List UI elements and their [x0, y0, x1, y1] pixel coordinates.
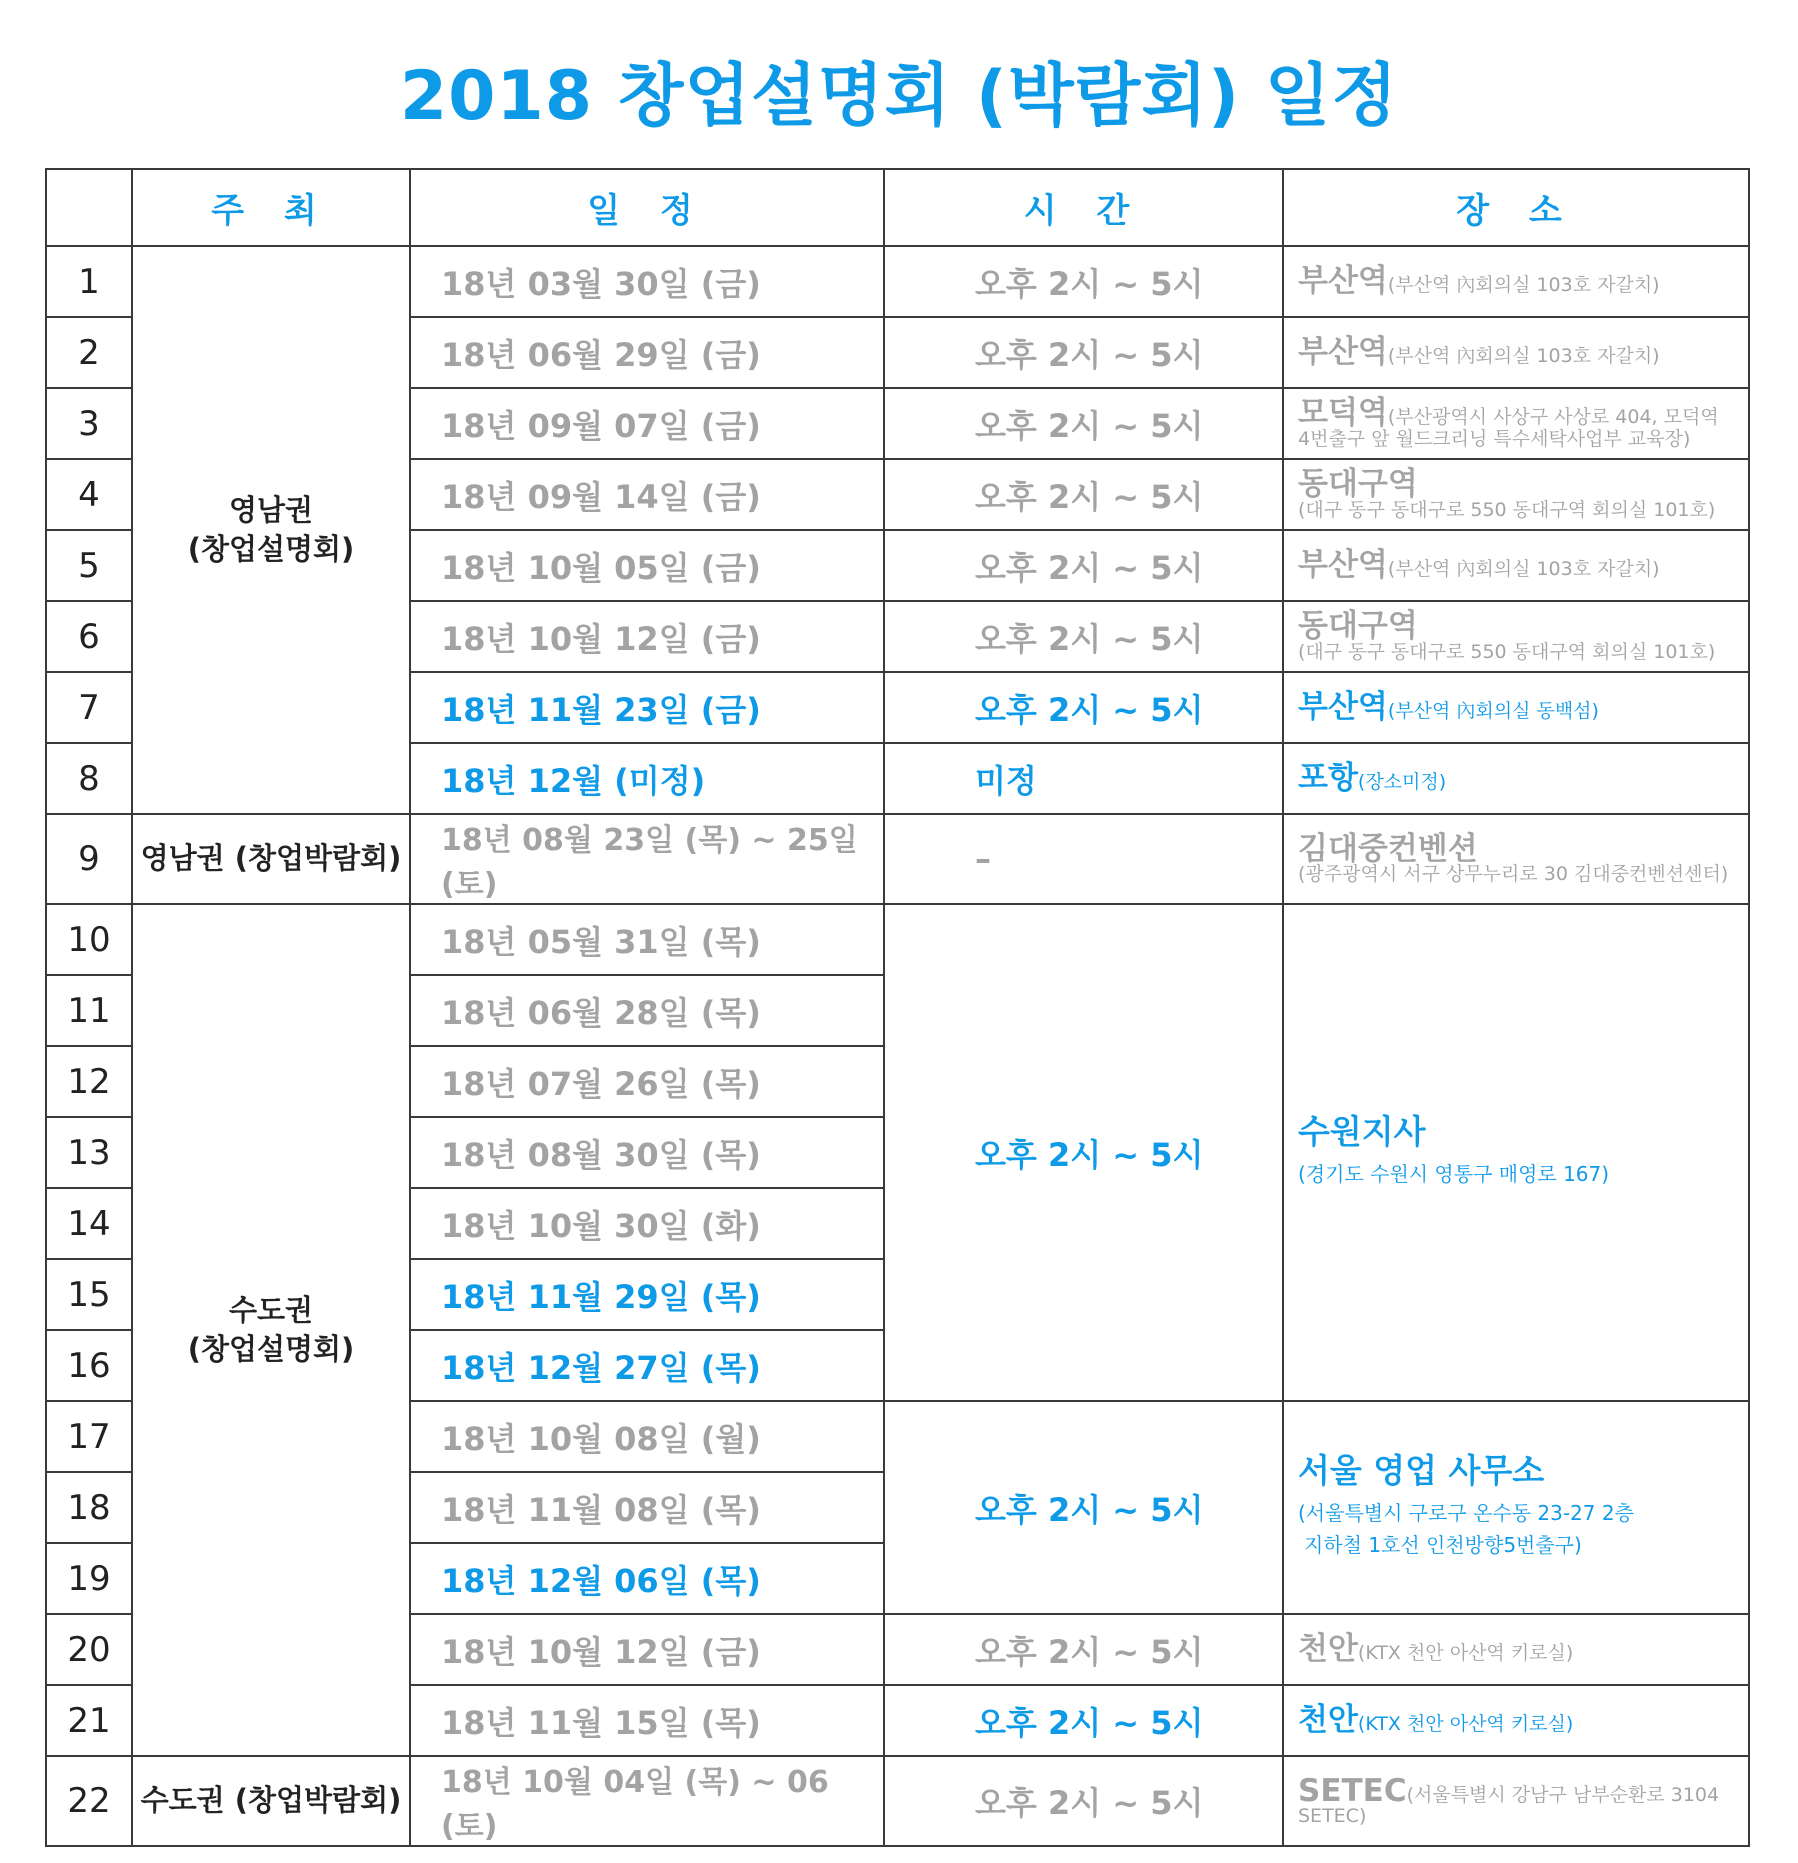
- venue-detail-line2: 4번출구 앞 월드크리닝 특수세탁사업부 교육장): [1298, 427, 1691, 450]
- venue-cell: [1283, 388, 1749, 459]
- date-cell: 18년 12월 (미정): [410, 743, 884, 814]
- venue-cell: [1283, 743, 1749, 814]
- venue-name: 부산역: [1298, 334, 1388, 371]
- row-number: 12: [46, 1046, 132, 1117]
- date-cell: 18년 06월 28일 (목): [410, 975, 884, 1046]
- venue-detail: (서울특별시 구로구 온수동 23-27 2층: [1298, 1500, 1634, 1525]
- date-cell: 18년 12월 06일 (목): [410, 1543, 884, 1614]
- host-yeongnam: [132, 246, 410, 814]
- venue-name: 동대구역: [1298, 466, 1418, 503]
- row-number: 15: [46, 1259, 132, 1330]
- venue-name: 수원지사: [1298, 1112, 1426, 1152]
- date-cell: 18년 11월 29일 (목): [410, 1259, 884, 1330]
- date-cell: 18년 10월 08일 (월): [410, 1401, 884, 1472]
- venue-name: 김대중컨벤션: [1298, 830, 1478, 867]
- venue-detail: (부산역 內회의실 103호 자갈치): [1387, 274, 1660, 297]
- date-cell: 18년 11월 08일 (목): [410, 1472, 884, 1543]
- venue-cell: [1283, 246, 1749, 317]
- time-cell-seoul: 오후 2시 ~ 5시: [884, 1401, 1283, 1614]
- venue-cell: [1283, 459, 1749, 530]
- time-cell: 오후 2시 ~ 5시: [884, 672, 1283, 743]
- venue-detail: (KTX 천안 아산역 키로실): [1357, 1642, 1574, 1665]
- table-row: [46, 1756, 1749, 1846]
- row-number: 22: [46, 1756, 132, 1846]
- venue-detail-line2: 지하철 1호선 인천방향5번출구): [1304, 1532, 1582, 1557]
- date-cell: 18년 09월 14일 (금): [410, 459, 884, 530]
- date-cell: 18년 07월 26일 (목): [410, 1046, 884, 1117]
- time-cell: 오후 2시 ~ 5시: [884, 601, 1283, 672]
- venue-cell: [1283, 814, 1749, 904]
- header-date: 일 정: [410, 169, 884, 246]
- date-cell: 18년 10월 05일 (금): [410, 530, 884, 601]
- table-row: [46, 246, 1749, 317]
- date-cell: 18년 10월 12일 (금): [410, 601, 884, 672]
- date-cell: 18년 11월 15일 (목): [410, 1685, 884, 1756]
- venue-detail: (부산역 內회의실 동백섬): [1387, 700, 1599, 723]
- row-number: 7: [46, 672, 132, 743]
- venue-cell: [1283, 1685, 1749, 1756]
- venue-cell-suwon: [1283, 904, 1749, 1401]
- header-time: 시 간: [884, 169, 1283, 246]
- schedule-table: [45, 168, 1750, 1847]
- time-cell: 미정: [884, 743, 1283, 814]
- venue-name: 부산역: [1298, 263, 1388, 300]
- time-cell: 오후 2시 ~ 5시: [884, 1614, 1283, 1685]
- header-number: [46, 169, 132, 246]
- time-cell-suwon: 오후 2시 ~ 5시: [884, 904, 1283, 1401]
- host-type: (창업설명회): [187, 532, 355, 566]
- venue-cell: [1283, 1614, 1749, 1685]
- venue-name: 모덕역: [1298, 395, 1388, 432]
- row-number: 17: [46, 1401, 132, 1472]
- venue-name: 부산역: [1298, 547, 1388, 584]
- venue-detail: (KTX 천안 아산역 키로실): [1357, 1713, 1574, 1736]
- venue-cell: [1283, 530, 1749, 601]
- time-cell: –: [884, 814, 1283, 904]
- venue-detail: (장소미정): [1357, 771, 1447, 794]
- row-number: 10: [46, 904, 132, 975]
- row-number: 4: [46, 459, 132, 530]
- time-cell: 오후 2시 ~ 5시: [884, 530, 1283, 601]
- row-number: 13: [46, 1117, 132, 1188]
- host-region: 수도권: [228, 1292, 314, 1327]
- time-cell: 오후 2시 ~ 5시: [884, 388, 1283, 459]
- date-cell: 18년 12월 27일 (목): [410, 1330, 884, 1401]
- venue-detail: (부산광역시 사상구 사상로 404, 모덕역: [1387, 406, 1719, 429]
- time-cell: 오후 2시 ~ 5시: [884, 459, 1283, 530]
- page-title: 2018 창업설명회 (박람회) 일정: [399, 57, 1399, 136]
- date-cell: 18년 03월 30일 (금): [410, 246, 884, 317]
- time-cell: 오후 2시 ~ 5시: [884, 1685, 1283, 1756]
- venue-detail: (서울특별시 강남구 남부순환로 3104 SETEC): [1298, 1783, 1720, 1828]
- row-number: 16: [46, 1330, 132, 1401]
- venue-name: SETEC: [1298, 1772, 1407, 1809]
- date-cell: 18년 10월 04일 (목) ~ 06 (토): [410, 1756, 884, 1846]
- time-cell: 오후 2시 ~ 5시: [884, 246, 1283, 317]
- venue-cell: [1283, 317, 1749, 388]
- date-cell: 18년 10월 30일 (화): [410, 1188, 884, 1259]
- time-cell: 오후 2시 ~ 5시: [884, 1756, 1283, 1846]
- row-number: 18: [46, 1472, 132, 1543]
- venue-detail: (경기도 수원시 영통구 매영로 167): [1298, 1161, 1610, 1186]
- row-number: 2: [46, 317, 132, 388]
- venue-detail: (부산역 內회의실 103호 자갈치): [1387, 558, 1660, 581]
- header-row: [46, 169, 1749, 246]
- host-region: 영남권: [228, 492, 314, 527]
- row-number: 11: [46, 975, 132, 1046]
- venue-detail: (부산역 內회의실 103호 자갈치): [1387, 345, 1660, 368]
- venue-name: 천안: [1298, 1631, 1358, 1668]
- venue-cell: [1283, 601, 1749, 672]
- time-cell: 오후 2시 ~ 5시: [884, 317, 1283, 388]
- row-number: 1: [46, 246, 132, 317]
- row-number: 19: [46, 1543, 132, 1614]
- venue-detail: (대구 동구 동대구로 550 동대구역 회의실 101호): [1298, 640, 1716, 663]
- table-row: [46, 814, 1749, 904]
- date-cell: 18년 11월 23일 (금): [410, 672, 884, 743]
- venue-cell: [1283, 672, 1749, 743]
- row-number: 21: [46, 1685, 132, 1756]
- date-cell: 18년 06월 29일 (금): [410, 317, 884, 388]
- date-cell: 18년 05월 31일 (목): [410, 904, 884, 975]
- date-cell: 18년 10월 12일 (금): [410, 1614, 884, 1685]
- venue-name: 천안: [1298, 1702, 1358, 1739]
- host-sudo-expo: 수도권 (창업박람회): [132, 1756, 410, 1846]
- venue-name: 부산역: [1298, 689, 1388, 726]
- table-row: [46, 904, 1749, 975]
- date-cell: 18년 08월 23일 (목) ~ 25일 (토): [410, 814, 884, 904]
- venue-detail: (광주광역시 서구 상무누리로 30 김대중컨벤션센터): [1298, 863, 1729, 886]
- venue-cell-seoul: [1283, 1401, 1749, 1614]
- date-cell: 18년 08월 30일 (목): [410, 1117, 884, 1188]
- venue-cell: [1283, 1756, 1749, 1846]
- row-number: 6: [46, 601, 132, 672]
- host-type: (창업설명회): [187, 1332, 355, 1366]
- venue-name: 포항: [1298, 760, 1358, 797]
- venue-detail: (대구 동구 동대구로 550 동대구역 회의실 101호): [1298, 498, 1716, 521]
- host-sudo: [132, 904, 410, 1756]
- row-number: 3: [46, 388, 132, 459]
- row-number: 8: [46, 743, 132, 814]
- row-number: 5: [46, 530, 132, 601]
- row-number: 14: [46, 1188, 132, 1259]
- row-number: 9: [46, 814, 132, 904]
- host-yeongnam-expo: 영남권 (창업박람회): [132, 814, 410, 904]
- row-number: 20: [46, 1614, 132, 1685]
- venue-name: 동대구역: [1298, 608, 1418, 645]
- date-cell: 18년 09월 07일 (금): [410, 388, 884, 459]
- header-host: 주 최: [132, 169, 410, 246]
- venue-name: 서울 영업 사무소: [1298, 1451, 1545, 1491]
- header-venue: 장 소: [1283, 169, 1749, 246]
